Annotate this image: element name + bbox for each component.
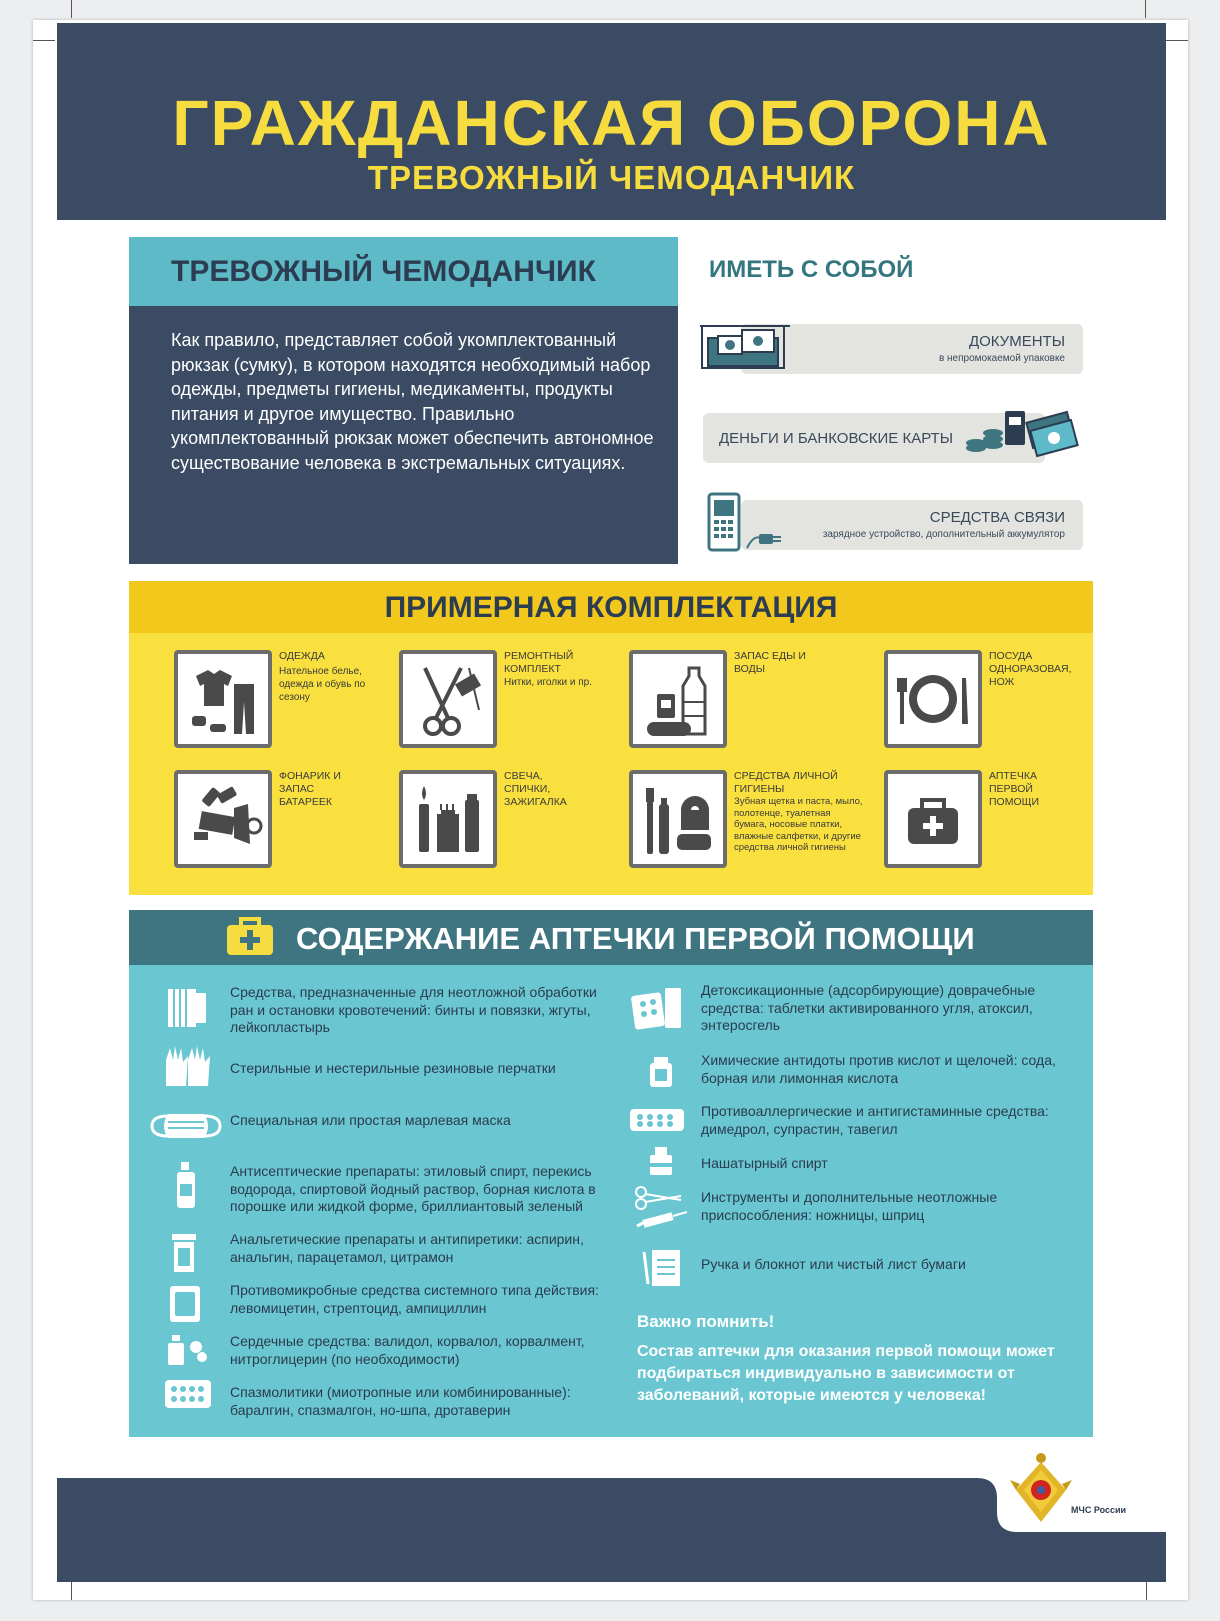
remember-title: Важно помнить! [637, 1312, 775, 1331]
aid-item: Химические антидоты против кислот и щелочей: сода, борная или лимонная кислота [701, 1052, 1056, 1086]
kit-section [129, 581, 1093, 895]
poster-title: ГРАЖДАНСКАЯ ОБОРОНА [172, 87, 1051, 159]
pill-blister-icon [163, 1378, 213, 1410]
aid-item: Противомикробные средства системного типа действия: левомицетин, стрептоцид, ампициллин [230, 1282, 599, 1316]
carry-heading: ИМЕТЬ С СОБОЙ [709, 256, 914, 283]
kit-item-desc: Нитки, иголки и пр. [504, 677, 592, 688]
phone-charger-icon [707, 492, 787, 554]
documents-icon [700, 318, 796, 370]
aid-item: Противоаллергические и антигистаминные средства: димедрол, супрастин, тавегил [701, 1103, 1049, 1137]
aid-item: Нашатырный спирт [701, 1155, 828, 1171]
crop-mark [1145, 0, 1146, 18]
intro-heading: ТРЕВОЖНЫЙ ЧЕМОДАНЧИК [171, 255, 596, 288]
analgesic-icon [170, 1232, 200, 1274]
emblem-label: МЧС России [1071, 1505, 1127, 1515]
kit-heading: ПРИМЕРНАЯ КОМПЛЕКТАЦИЯ [384, 591, 838, 624]
intro-heading-bar [129, 237, 678, 306]
flashlight-icon [178, 774, 268, 864]
kit-item-title: ФОНАРИК И ЗАПАС БАТАРЕЕК [279, 770, 341, 808]
mask-icon [148, 1108, 224, 1144]
emercom-emblem-icon [1010, 1450, 1072, 1528]
crop-mark [1166, 40, 1188, 41]
food-water-icon [633, 654, 723, 744]
carry-item-label: СРЕДСТВА СВЯЗИ [929, 509, 1065, 526]
aid-item: Специальная или простая марлевая маска [230, 1112, 511, 1128]
kit-item-title: АПТЕЧКА ПЕРВОЙ ПОМОЩИ [989, 770, 1040, 808]
pen-notepad-icon [640, 1248, 684, 1288]
money-cards-icon [963, 403, 1081, 461]
carry-item-label: ДЕНЬГИ И БАНКОВСКИЕ КАРТЫ [719, 430, 953, 447]
crop-mark [71, 0, 72, 18]
poster-header [57, 23, 1166, 220]
bandage-icon [166, 985, 208, 1031]
clothes-icon [178, 654, 268, 744]
crop-mark [33, 40, 55, 41]
poster-footer [57, 1478, 1166, 1582]
poster-subtitle: ТРЕВОЖНЫЙ ЧЕМОДАНЧИК [367, 159, 856, 196]
aid-item: Антисептические препараты: этиловый спирт, перекись водорода, спиртовой йодный раствор, борная кислота в порошке или жидкой форме, бриллиантовый зеленый [230, 1163, 596, 1214]
aid-item: Стерильные и нестерильные резиновые перчатки [230, 1060, 556, 1076]
carry-item-label: ДОКУМЕНТЫ [968, 333, 1065, 350]
carry-item-note: в непромокаемой упаковке [938, 353, 1065, 364]
aid-item: Сердечные средства: валидол, корвалол, корвалмент, нитроглицерин (по необходимости) [230, 1333, 585, 1367]
kit-item-title: СВЕЧА, СПИЧКИ, ЗАЖИГАЛКА [504, 770, 567, 808]
kit-item-title: ЗАПАС ЕДЫ И ВОДЫ [734, 650, 806, 675]
antimicrobial-icon [168, 1284, 202, 1324]
antidote-icon [648, 1055, 674, 1089]
carry-item-note: зарядное устройство, дополнительный аккумулятор [822, 529, 1065, 540]
gloves-icon [162, 1042, 212, 1088]
antiseptic-icon [173, 1160, 201, 1210]
first-aid-kit-icon [888, 774, 978, 864]
carry-item-communication [741, 500, 1083, 550]
aid-item: Анальгетические препараты и антипиретики: аспирин, анальгин, парацетамол, цитрамон [230, 1231, 584, 1265]
kit-item-desc: Зубная щетка и паста, мыло, полотенце, туалетная бумага, носовые платки, влажные салфетки, и другие средства личной гигиены [734, 796, 863, 853]
tableware-icon [888, 654, 978, 744]
antihistamine-icon [628, 1107, 686, 1133]
detox-icon [631, 986, 685, 1030]
aid-item: Инструменты и дополнительные неотложные приспособления: ножницы, шприц [701, 1189, 998, 1223]
hygiene-icon [633, 774, 723, 864]
intro-text: Как правило, представляет собой укомплектованный рюкзак (сумку), в котором находятся необходимый набор одежды, предметы гигиены, медикаменты, продукты питания и другое имущество. Правильно укомплектованный рюкзак может обеспечить автономное существование человека в экстремальных ситуациях. [171, 330, 654, 473]
kit-item-title: ОДЕЖДА [279, 650, 325, 662]
heart-medicine-icon [166, 1333, 208, 1367]
aid-item: Средства, предназначенные для неотложной обработки ран и остановки кровотечений: бинты и повязки, жгуты, лейкопластырь [230, 984, 597, 1035]
first-aid-heading-icon [225, 917, 275, 957]
aid-item: Спазмолитики (миотропные или комбинированные): баралгин, спазмалгон, но-шпа, дротаверин [230, 1384, 571, 1418]
kit-heading-bar [129, 581, 1093, 633]
sewing-kit-icon [403, 654, 493, 744]
ammonia-icon [648, 1145, 674, 1177]
aid-heading: СОДЕРЖАНИЕ АПТЕЧКИ ПЕРВОЙ ПОМОЩИ [296, 921, 975, 956]
kit-item-title: СРЕДСТВА ЛИЧНОЙ ГИГИЕНЫ [734, 770, 838, 795]
kit-item-title: ПОСУДА ОДНОРАЗОВАЯ, НОЖ [989, 650, 1072, 688]
kit-item-desc: Нательное белье, одежда и обувь по сезону [279, 666, 366, 703]
kit-item-title: РЕМОНТНЫЙ КОМПЛЕКТ [504, 650, 574, 675]
aid-heading-bar [129, 910, 1093, 965]
remember-text: Состав аптечки для оказания первой помощи может подбираться индивидуально в зависимости от заболеваний, которые имеются у человека! [637, 1343, 1055, 1404]
aid-item: Детоксикационные (адсорбирующие) доврачебные средства: таблетки активированного угля, атоксил, энтеросгель [701, 982, 1036, 1033]
candle-icon [403, 774, 493, 864]
intro-panel [129, 306, 678, 564]
scissors-syringe-icon [633, 1186, 689, 1230]
aid-item: Ручка и блокнот или чистый лист бумаги [701, 1256, 966, 1272]
